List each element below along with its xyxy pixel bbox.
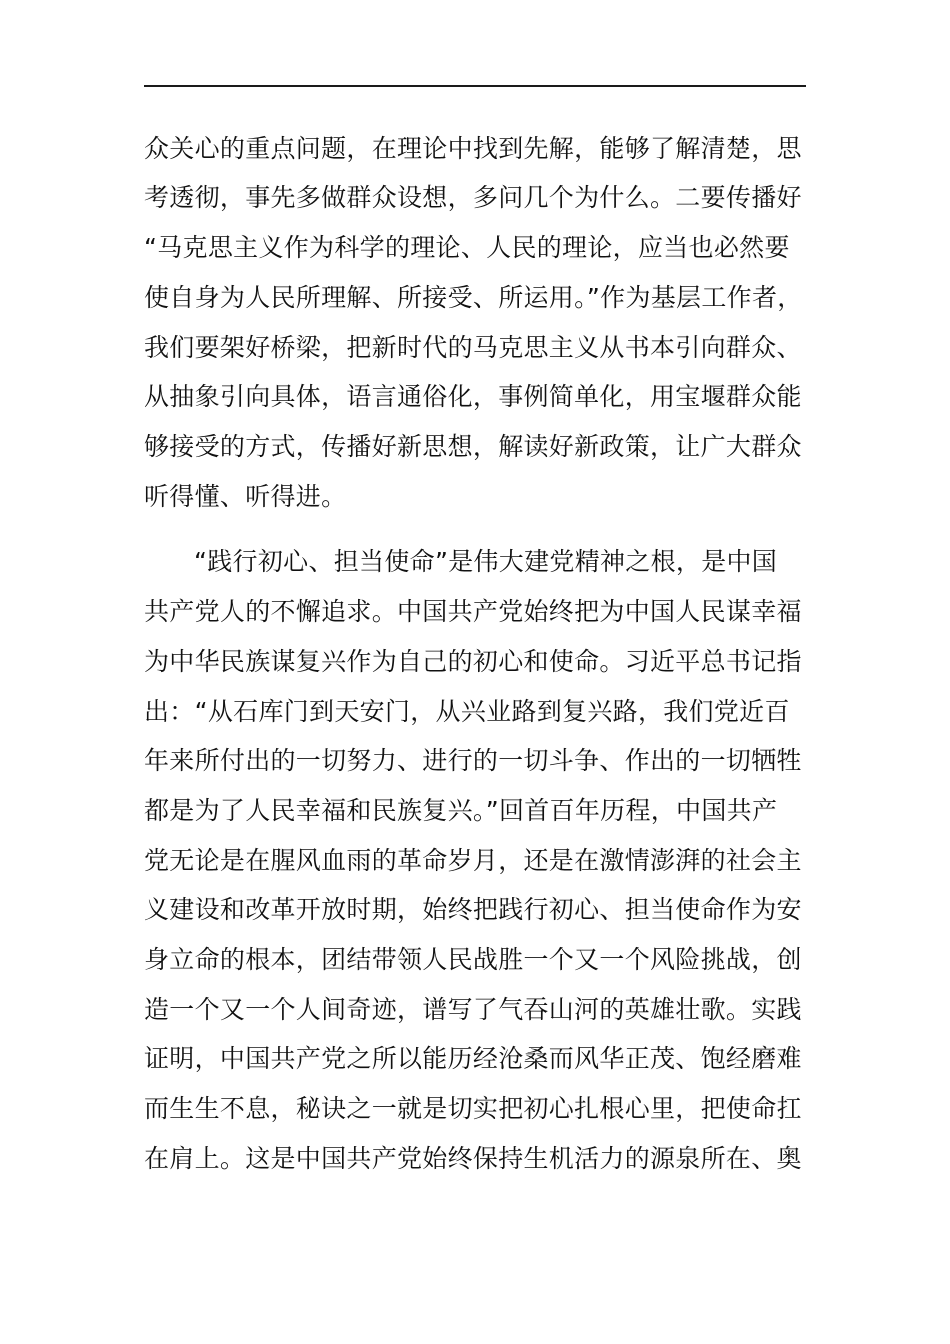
text-line: 都是为了人民幸福和民族复兴。”回首百年历程，中国共产	[144, 796, 778, 825]
text-line: 我们要架好桥梁，把新时代的马克思主义从书本引向群众、	[144, 333, 802, 362]
header-rule	[144, 85, 806, 87]
text-line: 使自身为人民所理解、所接受、所运用。”作为基层工作者，	[144, 283, 803, 312]
text-line: 为中华民族谋复兴作为自己的初心和使命。习近平总书记指	[144, 647, 802, 676]
text-line: 在肩上。这是中国共产党始终保持生机活力的源泉所在、奥	[144, 1144, 802, 1173]
text-line: 众关心的重点问题，在理论中找到先解，能够了解清楚，思	[144, 134, 802, 163]
text-line: 年来所付出的一切努力、进行的一切斗争、作出的一切牺牲	[144, 746, 802, 775]
text-line: “马克思主义作为科学的理论、人民的理论，应当也必然要	[144, 233, 790, 262]
text-line: 而生生不息，秘诀之一就是切实把初心扎根心里，把使命扛	[144, 1094, 802, 1123]
text-line: 听得懂、听得进。	[144, 482, 347, 511]
text-line: 身立命的根本，团结带领人民战胜一个又一个风险挑战，创	[144, 945, 802, 974]
text-line: 考透彻，事先多做群众设想，多问几个为什么。二要传播好	[144, 183, 802, 212]
text-line: 出：“从石库门到天安门，从兴业路到复兴路，我们党近百	[144, 697, 790, 726]
text-line: 义建设和改革开放时期，始终把践行初心、担当使命作为安	[144, 895, 802, 924]
text-line: 够接受的方式，传播好新思想，解读好新政策，让广大群众	[144, 432, 802, 461]
text-line: 党无论是在腥风血雨的革命岁月，还是在激情澎湃的社会主	[144, 846, 802, 875]
text-line: 证明，中国共产党之所以能历经沧桑而风华正茂、饱经磨难	[144, 1044, 802, 1073]
text-line: “践行初心、担当使命”是伟大建党精神之根，是中国	[194, 547, 778, 576]
text-line: 共产党人的不懈追求。中国共产党始终把为中国人民谋幸福	[144, 597, 802, 626]
text-line: 从抽象引向具体，语言通俗化，事例简单化，用宝堰群众能	[144, 382, 802, 411]
text-line: 造一个又一个人间奇迹，谱写了气吞山河的英雄壮歌。实践	[144, 995, 802, 1024]
